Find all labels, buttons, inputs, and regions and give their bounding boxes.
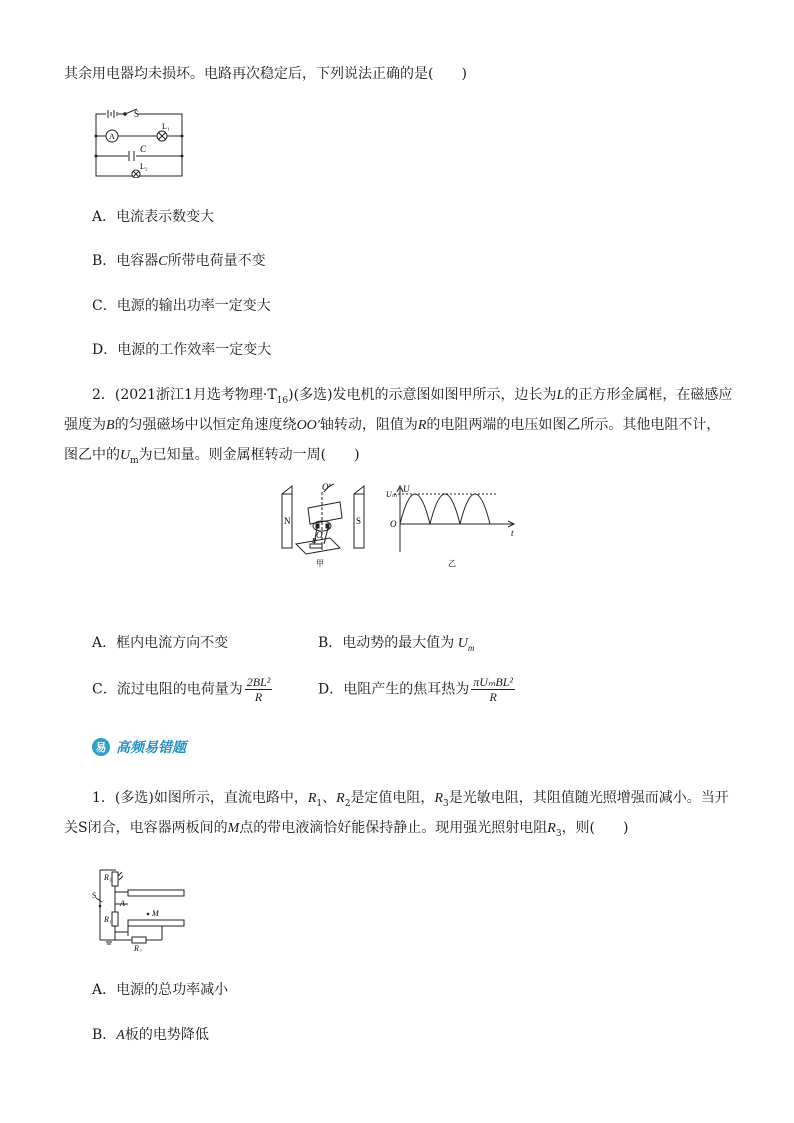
section-header — [92, 737, 186, 757]
q2-option-a: A．框内电流方向不变 — [92, 635, 229, 651]
graph-t-axis-label: t — [511, 528, 514, 538]
magnet-n-label: N — [284, 516, 291, 526]
q1-option-a: A．电流表示数变大 — [92, 209, 215, 225]
generator-figure-jia — [278, 480, 374, 570]
q1-option-c: C．电源的输出功率一定变大 — [92, 298, 271, 314]
point-m-label: M — [152, 909, 159, 918]
magnet-s-label: S — [356, 516, 362, 526]
q2-option-b: B．电动势的最大值为 $U_m$ — [318, 635, 475, 653]
q3-option-b: B．A板的电势降低 — [92, 1027, 209, 1043]
q3-line-2: 关S闭合，电容器两板间的M点的带电液滴恰好能保持静止。现用强光照射电阻$R_3$，则( ) — [64, 820, 629, 839]
axis-oprime-label: O′ — [322, 482, 331, 492]
figure-jia-label: 甲 — [316, 559, 324, 568]
r3-label: R₃ — [104, 873, 112, 882]
q2-option-c: C．流过电阻的电荷量为 $\frac{\text{2BL²}}{R}$ — [92, 675, 271, 704]
figure-yi-label: 乙 — [448, 559, 456, 568]
resistor-r-label: R — [312, 537, 317, 545]
switch-label: S — [134, 109, 140, 119]
q3-option-a: A．电源的总功率减小 — [92, 982, 229, 998]
lamp1-label: L₁ — [162, 122, 170, 131]
capacitor-label: C — [140, 144, 147, 154]
q1-option-d: D．电源的工作效率一定变大 — [92, 342, 272, 358]
q1-option-b: B．电容器C所带电荷量不变 — [92, 253, 266, 269]
r2-label: R₂ — [134, 944, 142, 952]
graph-origin-label: O — [390, 519, 397, 529]
section-title: 高频易错题 — [116, 740, 186, 756]
section-icon: 易 — [92, 738, 110, 756]
q2-option-d: D．电阻产生的焦耳热为 $\frac{\text{πUₘBL²}}{R}$ — [318, 675, 513, 704]
lamp2-label: L₂ — [140, 162, 148, 171]
circuit-diagram-1 — [92, 108, 188, 178]
circuit-diagram-3 — [92, 858, 192, 952]
plate-a-label: A — [120, 899, 125, 908]
r1-label: R₁ — [104, 915, 112, 924]
voltage-graph-yi — [384, 480, 520, 570]
switch-s-label: S — [92, 891, 97, 900]
q2-line-2: 强度为B的匀强磁场中以恒定角速度绕OO′轴转动，阻值为R的电阻两端的电压如图乙所示。其他电阻不计， — [64, 417, 721, 433]
axis-o-label: O — [316, 530, 323, 540]
intro-line: 其余用电器均未损坏。电路再次稳定后，下列说法正确的是( ) — [64, 66, 467, 82]
graph-u-axis-label: U — [403, 484, 410, 494]
graph-um-label: Uₘ — [386, 490, 397, 499]
q2-line-3: 图乙中的$U_m$为已知量。则金属框转动一周( ) — [64, 447, 360, 466]
q2-line-1: 2．(2021浙江1月选考物理$\cdot T_{16}$)(多选)发电机的示意图如图甲所示，边长为L的正方形金属框，在磁感应 — [92, 387, 733, 406]
ammeter-label: A — [109, 132, 115, 141]
q3-line-1: 1．(多选)如图所示，直流电路中，$R_1$、$R_2$是定值电阻，$R_3$是光敏电阻，其阻值随光照增强而减小。当开 — [92, 790, 729, 809]
